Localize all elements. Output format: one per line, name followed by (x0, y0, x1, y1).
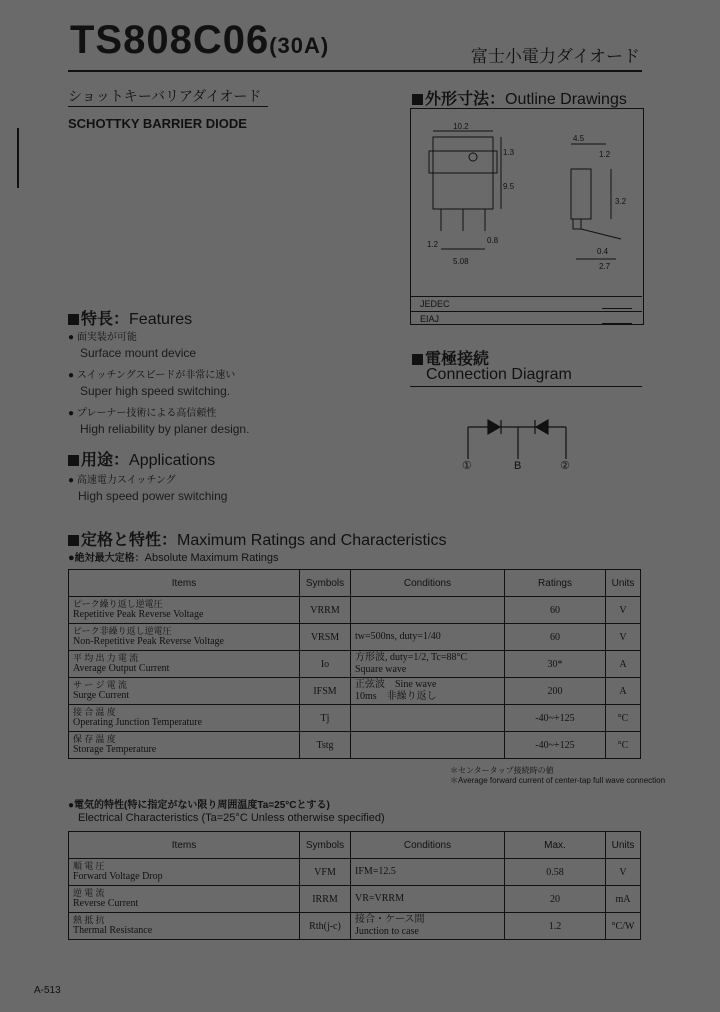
feature-item-jp: ● プレーナー技術による高信頼性 (68, 408, 217, 419)
table-row: 接 合 温 度 Operating Junction Temperature Tj -40~+125 °C (69, 705, 641, 732)
connection-diagram (410, 386, 642, 491)
col-max: Max. (505, 832, 606, 859)
current-rating: (30A) (269, 33, 330, 58)
pin-b-label: B (514, 460, 522, 472)
table-row: 保 存 温 度 Storage Temperature Tstg -40~+125 °C (69, 732, 641, 759)
dim-height: 9.5 (503, 182, 515, 191)
applications-heading: 用途：Applications (68, 447, 215, 470)
standards-box (410, 296, 642, 326)
application-item-jp: ● 高速電力スイッチング (68, 475, 176, 486)
table-row: 熱 抵 抗 Thermal Resistance Rth(j-c) 接合・ケース間 Junction to case 1.2 °C/W (69, 913, 641, 940)
applications-list (68, 471, 368, 503)
application-item-en: High speed power switching (78, 489, 228, 503)
feature-item-en: Super high speed switching. (80, 384, 231, 398)
category-jp: 富士小電力ダイオード (470, 47, 640, 66)
col-conditions: Conditions (351, 570, 505, 597)
connection-heading-en: Connection Diagram (426, 366, 572, 383)
feature-item-jp: ● スイッチングスピードが非常に速い (68, 370, 236, 381)
dim-lead-w: 1.2 (427, 240, 439, 249)
col-units: Units (606, 570, 641, 597)
table-row: 逆 電 流 Reverse Current IRRM VR=VRRM 20 mA (69, 886, 641, 913)
col-items: Items (69, 570, 300, 597)
product-rule (68, 106, 268, 107)
mount-hole (469, 153, 477, 161)
product-name-jp: ショットキーバリアダイオード (68, 88, 262, 104)
table-row: ピーク繰り返し逆電圧 Repetitive Peak Reverse Voltage VRRM 60 V (69, 597, 641, 624)
table-note-jp: ＊センタータップ接続時の値 (450, 766, 554, 775)
features-list (68, 328, 368, 442)
dim-pitch: 5.08 (453, 257, 469, 266)
dim-lead-t: 0.8 (487, 236, 499, 245)
square-bullet-icon (412, 354, 423, 365)
dim-depth: 4.5 (573, 134, 585, 143)
margin-mark (17, 128, 19, 188)
package-body-side (571, 169, 591, 219)
col-conditions: Conditions (351, 832, 505, 859)
eiaj-label: EIAJ (420, 314, 440, 324)
col-symbols: Symbols (300, 832, 351, 859)
dim-side-w: 2.7 (599, 262, 611, 271)
table-note-en: ＊Average forward current of center-tap full wave connection (450, 776, 666, 785)
abs-max-subheading: ●絶対最大定格：Absolute Maximum Ratings (68, 552, 279, 564)
electrical-subheading-jp: ●電気的特性(特に指定がない限り周囲温度Ta=25°Cとする) (68, 800, 330, 811)
col-symbols: Symbols (300, 570, 351, 597)
pin-2-label: ② (560, 460, 570, 472)
header-rule (68, 70, 642, 72)
dim-tab-h: 1.3 (503, 148, 515, 157)
package-tab (429, 151, 497, 173)
product-name-en: SCHOTTKY BARRIER DIODE (68, 116, 247, 131)
col-items: Items (69, 832, 300, 859)
dim-lead-off: 0.4 (597, 247, 609, 256)
ratings-heading: 定格と特性：Maximum Ratings and Characteristics (68, 527, 446, 550)
dim-width: 10.2 (453, 122, 469, 131)
jedec-label: JEDEC (420, 299, 450, 309)
electrical-table (68, 831, 641, 940)
abs-max-table (68, 569, 641, 759)
dim-tab: 1.2 (599, 150, 611, 159)
package-outline-svg (411, 109, 643, 324)
diode-diagram-svg (410, 387, 642, 491)
pin-1-label: ① (462, 460, 472, 472)
table-row: 順 電 圧 Forward Voltage Drop VFM IFM=12.5 0.58 V (69, 859, 641, 886)
square-bullet-icon (68, 535, 79, 546)
table-row: ピーク非繰り返し逆電圧 Non-Repetitive Peak Reverse Voltage VRSM tw=500ns, duty=1/40 60 V (69, 624, 641, 651)
connection-heading-jp: 電極接続 (412, 346, 489, 369)
col-ratings: Ratings (505, 570, 606, 597)
col-units: Units (606, 832, 641, 859)
table-row: 平 均 出 力 電 流 Average Output Current Io 方形波, duty=1/2, Tc=88°C Square wave 30* A (69, 651, 641, 678)
page-title (70, 18, 329, 63)
diode-1-icon (488, 420, 500, 434)
dim-side-h: 3.2 (615, 197, 627, 206)
feature-item-en: Surface mount device (80, 346, 197, 360)
square-bullet-icon (68, 314, 79, 325)
electrical-subheading-en: Electrical Characteristics (Ta=25°C Unless otherwise specified) (78, 812, 385, 824)
diode-2-icon (536, 420, 548, 434)
table-row: サ ー ジ 電 流 Surge Current IFSM 正弦波 Sine wave 10ms 非繰り返し 200 A (69, 678, 641, 705)
page-code: A-513 (34, 985, 61, 996)
feature-item-en: High reliability by planer design. (80, 422, 250, 436)
features-heading: 特長：Features (68, 306, 192, 329)
outline-drawing (410, 108, 644, 325)
square-bullet-icon (68, 455, 79, 466)
part-number: TS808C06 (70, 18, 270, 62)
feature-item-jp: ● 面実装が可能 (68, 332, 137, 343)
square-bullet-icon (412, 94, 423, 105)
outline-heading: 外形寸法：Outline Drawings (412, 86, 627, 109)
